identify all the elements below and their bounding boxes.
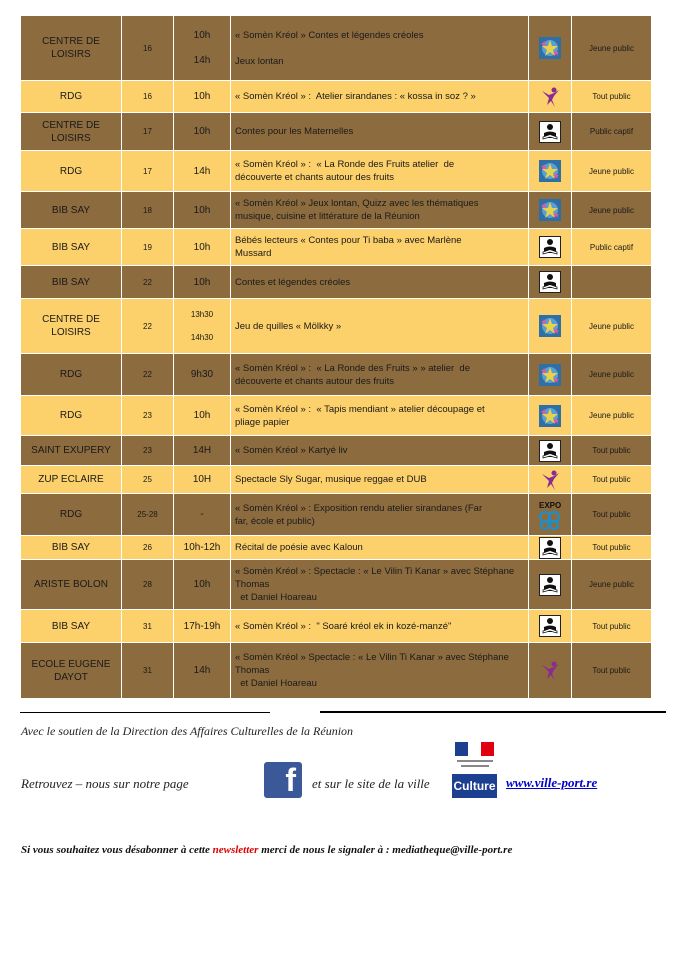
time-value: - bbox=[200, 509, 204, 520]
reader-icon bbox=[539, 574, 561, 596]
activity-line: découverte et chants autour des fruits bbox=[235, 375, 394, 387]
expo-stars-icon bbox=[539, 160, 561, 182]
table-row bbox=[21, 610, 652, 643]
dancer-icon bbox=[539, 660, 561, 682]
time-value: 10h bbox=[193, 204, 211, 216]
venue-cell: ZUP ECLAIRE bbox=[21, 466, 122, 494]
audience-cell: Public captif bbox=[572, 229, 652, 266]
date-cell: 22 bbox=[122, 266, 174, 299]
events-table bbox=[20, 15, 652, 699]
icon-cell bbox=[529, 354, 572, 396]
divider-left bbox=[20, 712, 270, 713]
table-row bbox=[21, 113, 652, 151]
reader-icon bbox=[539, 440, 561, 462]
dancer-icon bbox=[539, 469, 561, 491]
icon-cell bbox=[529, 436, 572, 466]
activity-line bbox=[235, 42, 524, 55]
audience-cell: Jeune public bbox=[572, 192, 652, 229]
time-value: 14h bbox=[193, 165, 211, 177]
date-cell: 28 bbox=[122, 560, 174, 610]
activity-line: Mussard bbox=[235, 248, 272, 259]
audience-cell: Tout public bbox=[572, 494, 652, 536]
expo-stars-icon bbox=[539, 315, 561, 337]
table-row bbox=[21, 299, 652, 354]
icon-cell bbox=[529, 16, 572, 81]
date-cell: 16 bbox=[122, 16, 174, 81]
activity-cell bbox=[231, 299, 529, 354]
activity-line: « Somèn Kréol » Contes et légendes créoles bbox=[235, 29, 424, 41]
date-cell: 16 bbox=[122, 81, 174, 113]
time-value: 9h30 bbox=[190, 369, 214, 380]
unsubscribe-after: merci de nous le signaler à : mediatheque@ville-port.re bbox=[258, 844, 513, 856]
activity-cell bbox=[231, 643, 529, 699]
icon-cell bbox=[529, 266, 572, 299]
audience-cell: Tout public bbox=[572, 643, 652, 699]
reader-icon bbox=[539, 236, 561, 258]
table-row bbox=[21, 229, 652, 266]
audience-cell: Tout public bbox=[572, 536, 652, 560]
activity-line: Jeu de quilles « Mölkky » bbox=[235, 320, 342, 332]
icon-cell bbox=[529, 151, 572, 192]
venue-cell: ARISTE BOLON bbox=[21, 560, 122, 610]
activity-line: et Daniel Hoareau bbox=[235, 678, 317, 689]
date-cell: 25 bbox=[122, 466, 174, 494]
venue-cell: BIB SAY bbox=[21, 536, 122, 560]
activity-cell bbox=[231, 192, 529, 229]
city-site-text: et sur le site de la ville bbox=[312, 776, 430, 791]
time-cell bbox=[174, 610, 231, 643]
time-value: 10h bbox=[193, 410, 211, 421]
date-cell: 17 bbox=[122, 151, 174, 192]
table-row bbox=[21, 192, 652, 229]
venue-cell: RDG bbox=[21, 81, 122, 113]
time-value: 10h bbox=[193, 91, 211, 102]
city-website-link[interactable]: www.ville-port.re bbox=[506, 775, 598, 790]
table-row bbox=[21, 466, 652, 494]
activity-cell bbox=[231, 354, 529, 396]
date-cell: 22 bbox=[122, 354, 174, 396]
audience-cell: Tout public bbox=[572, 81, 652, 113]
activity-cell bbox=[231, 436, 529, 466]
activity-cell bbox=[231, 396, 529, 436]
time-cell bbox=[174, 396, 231, 436]
date-cell: 17 bbox=[122, 113, 174, 151]
time-value: 14h30 bbox=[190, 333, 214, 342]
time-value: 10h-12h bbox=[183, 542, 221, 553]
time-cell bbox=[174, 299, 231, 354]
audience-cell: Jeune public bbox=[572, 299, 652, 354]
time-value: 10h bbox=[193, 241, 211, 253]
time-cell bbox=[174, 266, 231, 299]
venue-cell: RDG bbox=[21, 151, 122, 192]
activity-cell bbox=[231, 536, 529, 560]
dancer-icon bbox=[539, 86, 561, 108]
activity-line: Contes pour les Maternelles bbox=[235, 126, 354, 137]
unsubscribe-text bbox=[21, 844, 512, 856]
activity-cell bbox=[231, 151, 529, 192]
time-cell bbox=[174, 436, 231, 466]
events-table-body bbox=[21, 16, 652, 699]
audience-cell: Jeune public bbox=[572, 354, 652, 396]
time-value: 14h bbox=[193, 665, 211, 676]
activity-line: « Somèn Kréol » : " Soaré kréol ek in kozé-manzé" bbox=[235, 620, 452, 632]
table-row bbox=[21, 643, 652, 699]
activity-line: découverte et chants autour des fruits bbox=[235, 172, 394, 183]
table-row bbox=[21, 151, 652, 192]
date-cell: 31 bbox=[122, 610, 174, 643]
support-text: Avec le soutien de la Direction des Affaires Culturelles de la Réunion bbox=[21, 724, 354, 738]
time-value: 10h bbox=[193, 126, 211, 137]
venue-cell: BIB SAY bbox=[21, 610, 122, 643]
activity-cell bbox=[231, 16, 529, 81]
time-cell bbox=[174, 113, 231, 151]
table-row bbox=[21, 396, 652, 436]
expo-stars-icon bbox=[539, 364, 561, 386]
activity-line: « Somèn Kréol » Kartyé liv bbox=[235, 445, 348, 456]
table-row bbox=[21, 354, 652, 396]
activity-line: Thomas bbox=[235, 579, 270, 590]
activity-line: « Somèn Kréol » Jeux lontan, Quizz avec les thématiques bbox=[235, 198, 479, 209]
expo-stars-icon bbox=[539, 37, 561, 59]
activity-line: Récital de poésie avec Kaloun bbox=[235, 542, 363, 553]
activity-cell bbox=[231, 494, 529, 536]
icon-cell bbox=[529, 299, 572, 354]
audience-cell: Jeune public bbox=[572, 16, 652, 81]
venue-cell: CENTRE DE LOISIRS bbox=[21, 16, 122, 81]
culture-logo: Culture bbox=[452, 774, 497, 798]
date-cell: 19 bbox=[122, 229, 174, 266]
venue-cell: CENTRE DE LOISIRS bbox=[21, 113, 122, 151]
activity-line: far, école et public) bbox=[235, 515, 315, 527]
audience-cell: Tout public bbox=[572, 610, 652, 643]
date-cell: 25-28 bbox=[122, 494, 174, 536]
time-cell bbox=[174, 16, 231, 81]
reader-icon bbox=[539, 537, 561, 559]
date-cell: 18 bbox=[122, 192, 174, 229]
audience-cell: Jeune public bbox=[572, 560, 652, 610]
expo-stars-icon bbox=[539, 199, 561, 221]
date-cell: 31 bbox=[122, 643, 174, 699]
time-value: 10h bbox=[193, 30, 211, 41]
icon-cell bbox=[529, 229, 572, 266]
activity-line: pliage papier bbox=[235, 416, 290, 428]
activity-line: Contes et légendes créoles bbox=[235, 276, 351, 288]
time-cell bbox=[174, 81, 231, 113]
retrouvez-text: Retrouvez – nous sur notre page bbox=[21, 776, 189, 791]
icon-cell bbox=[529, 643, 572, 699]
activity-line: « Somèn Kréol » : « La Ronde des Fruits atelier de bbox=[235, 159, 455, 170]
table-row bbox=[21, 536, 652, 560]
time-cell bbox=[174, 354, 231, 396]
icon-cell bbox=[529, 494, 572, 536]
audience-cell: Jeune public bbox=[572, 151, 652, 192]
time-value: 14H bbox=[192, 445, 212, 456]
icon-cell bbox=[529, 466, 572, 494]
time-value: 10H bbox=[192, 474, 212, 485]
unsubscribe-before: Si vous souhaitez vous désabonner à cette bbox=[21, 844, 213, 856]
venue-cell: SAINT EXUPERY bbox=[21, 436, 122, 466]
activity-line: « Somèn Kréol » : « Tapis mendiant » atelier découpage et bbox=[235, 403, 485, 415]
icon-cell bbox=[529, 192, 572, 229]
venue-cell: RDG bbox=[21, 396, 122, 436]
date-cell: 23 bbox=[122, 396, 174, 436]
venue-cell: CENTRE DE LOISIRS bbox=[21, 299, 122, 354]
svg-text:EXPO: EXPO bbox=[539, 500, 562, 510]
icon-cell bbox=[529, 610, 572, 643]
reader-icon bbox=[539, 615, 561, 637]
time-cell bbox=[174, 494, 231, 536]
activity-cell bbox=[231, 266, 529, 299]
icon-cell bbox=[529, 396, 572, 436]
table-row bbox=[21, 436, 652, 466]
activity-line: « Somèn Kréol » Spectacle : « Le Vilin Ti Kanar » avec Stéphane bbox=[235, 652, 509, 663]
venue-cell: BIB SAY bbox=[21, 266, 122, 299]
audience-cell: Public captif bbox=[572, 113, 652, 151]
activity-line: « Somèn Kréol » : Exposition rendu atelier sirandanes (Far bbox=[235, 502, 483, 514]
venue-cell: ECOLE EUGENE DAYOT bbox=[21, 643, 122, 699]
activity-line: musique, cuisine et littérature de la Réunion bbox=[235, 211, 420, 222]
venue-cell: BIB SAY bbox=[21, 229, 122, 266]
time-cell bbox=[174, 466, 231, 494]
time-value: 10h bbox=[193, 276, 211, 288]
republique-francaise-logo bbox=[453, 740, 497, 770]
table-row bbox=[21, 81, 652, 113]
audience-cell: Jeune public bbox=[572, 396, 652, 436]
divider-right bbox=[320, 711, 666, 713]
activity-line: « Somèn Kréol » : Atelier sirandanes : « kossa in soz ? » bbox=[235, 91, 476, 102]
icon-cell bbox=[529, 113, 572, 151]
venue-cell: RDG bbox=[21, 354, 122, 396]
venue-cell: BIB SAY bbox=[21, 192, 122, 229]
newsletter-word: newsletter bbox=[212, 844, 259, 856]
activity-cell bbox=[231, 610, 529, 643]
reader-icon bbox=[539, 271, 561, 293]
icon-cell bbox=[529, 536, 572, 560]
audience-cell: Tout public bbox=[572, 436, 652, 466]
date-cell: 26 bbox=[122, 536, 174, 560]
audience-cell: Tout public bbox=[572, 466, 652, 494]
icon-cell bbox=[529, 560, 572, 610]
table-row bbox=[21, 16, 652, 81]
time-value: 10h bbox=[193, 579, 211, 590]
activity-line: Spectacle Sly Sugar, musique reggae et DUB bbox=[235, 474, 427, 485]
activity-cell bbox=[231, 81, 529, 113]
expo-stars-icon bbox=[539, 405, 561, 427]
time-value: 14h bbox=[193, 55, 211, 66]
venue-cell: RDG bbox=[21, 494, 122, 536]
time-cell bbox=[174, 192, 231, 229]
time-value: 17h-19h bbox=[183, 620, 221, 632]
activity-line: Bébés lecteurs « Contes pour Ti baba » avec Marlène bbox=[235, 235, 462, 246]
activity-line: Thomas bbox=[235, 665, 270, 676]
activity-line: « Somèn Kréol » : Spectacle : « Le Vilin Ti Kanar » avec Stéphane bbox=[235, 566, 515, 577]
time-value: 13h30 bbox=[190, 310, 214, 319]
activity-cell bbox=[231, 113, 529, 151]
activity-cell bbox=[231, 466, 529, 494]
icon-cell bbox=[529, 81, 572, 113]
facebook-icon[interactable]: f bbox=[264, 762, 302, 798]
activity-line: et Daniel Hoareau bbox=[235, 592, 317, 603]
expo-logo-icon bbox=[537, 500, 563, 530]
time-cell bbox=[174, 560, 231, 610]
table-row bbox=[21, 560, 652, 610]
audience-cell bbox=[572, 266, 652, 299]
table-row bbox=[21, 494, 652, 536]
time-cell bbox=[174, 643, 231, 699]
activity-line: Jeux lontan bbox=[235, 55, 284, 67]
reader-icon bbox=[539, 121, 561, 143]
activity-cell bbox=[231, 229, 529, 266]
time-cell bbox=[174, 229, 231, 266]
activity-line: « Somèn Kréol » : « La Ronde des Fruits » » atelier de bbox=[235, 362, 470, 374]
date-cell: 23 bbox=[122, 436, 174, 466]
activity-cell bbox=[231, 560, 529, 610]
date-cell: 22 bbox=[122, 299, 174, 354]
time-cell bbox=[174, 151, 231, 192]
time-cell bbox=[174, 536, 231, 560]
table-row bbox=[21, 266, 652, 299]
